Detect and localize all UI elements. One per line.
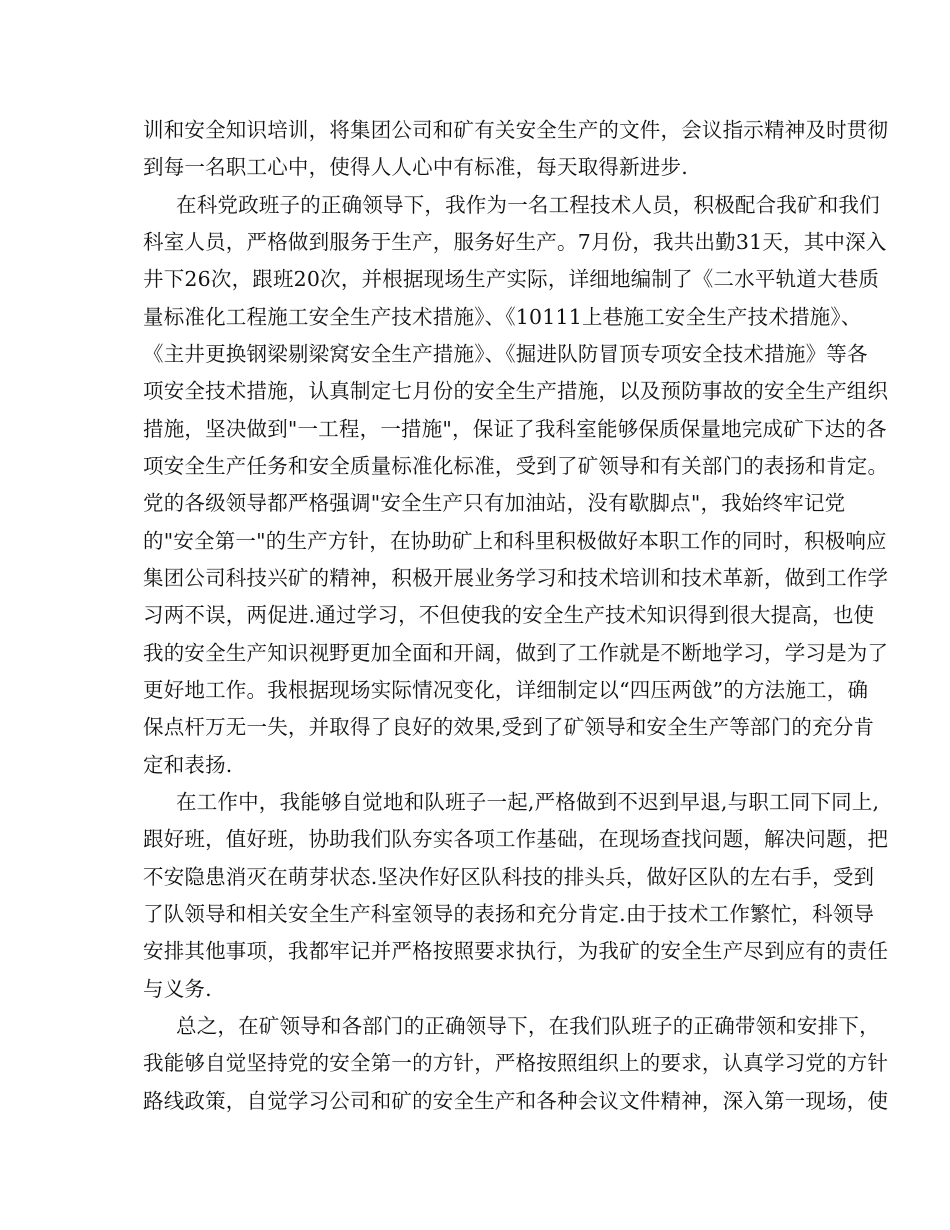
text-line: 不安隐患消灭在萌芽状态.坚决作好区队科技的排头兵，做好区队的左右手，受到	[143, 865, 875, 889]
text-line: 安排其他事项，我都牢记并严格按照要求执行，为我矿的安全生产尽到应有的责任	[143, 939, 889, 963]
text-line: 与义务.	[143, 977, 212, 1001]
text-line: 训和安全知识培训，将集团公司和矿有关安全生产的文件，会议指示精神及时贯彻	[143, 118, 889, 142]
text-line: 项安全技术措施，认真制定七月份的安全生产措施，以及预防事故的安全生产组织	[143, 379, 889, 403]
text-line: 更好地工作。我根据现场实际情况变化，详细制定以“四压两戗”的方法施工，确	[143, 678, 869, 702]
text-line: 到每一名职工心中，使得人人心中有标准，每天取得新进步.	[143, 155, 688, 179]
text-line: 我的安全生产知识视野更加全面和开阔，做到了工作就是不断地学习，学习是为了	[143, 641, 889, 665]
text-line: 措施，坚决做到"一工程，一措施"，保证了我科室能够保质保量地完成矿下达的各	[143, 417, 887, 441]
text-line: 《主井更换钢梁剔梁窝安全生产措施》、《掘进队防冒顶专项安全技术措施》等各	[143, 342, 868, 366]
text-line: 了队领导和相关安全生产科室领导的表扬和充分肯定.由于技术工作繁忙，科领导	[143, 902, 875, 926]
paragraph-start-line: 在科党政班子的正确领导下，我作为一名工程技术人员，积极配合我矿和我们	[176, 193, 880, 217]
text-line: 集团公司科技兴矿的精神，积极开展业务学习和技术培训和技术革新，做到工作学	[143, 566, 889, 590]
paragraph-start-line: 在工作中，我能够自觉地和队班子一起,严格做到不迟到早退,与职工同下同上,	[176, 790, 880, 814]
text-line: 定和表扬.	[143, 753, 233, 777]
text-line: 党的各级领导都严格强调"安全生产只有加油站，没有歇脚点"，我始终牢记党	[143, 491, 846, 515]
paragraph-start-line: 总之，在矿领导和各部门的正确领导下，在我们队班子的正确带领和安排下，	[176, 1014, 880, 1038]
text-line: 保点杆万无一失，并取得了良好的效果,受到了矿领导和安全生产等部门的充分肯	[143, 715, 875, 739]
text-line: 路线政策，自觉学习公司和矿的安全生产和各种会议文件精神，深入第一现场，使	[143, 1089, 889, 1113]
text-line: 跟好班，值好班，协助我们队夯实各项工作基础，在现场查找问题，解决问题，把	[143, 827, 889, 851]
text-line: 的"安全第一"的生产方针，在协助矿上和科里积极做好本职工作的同时，积极响应	[143, 529, 887, 553]
text-line: 科室人员，严格做到服务于生产，服务好生产。7月份，我共出勤31天，其中深入	[143, 230, 887, 254]
text-line: 井下26次，跟班20次，并根据现场生产实际，详细地编制了《二水平轨道大巷质	[143, 267, 880, 291]
text-line: 项安全生产任务和安全质量标准化标准，受到了矿领导和有关部门的表扬和肯定。	[143, 454, 889, 478]
text-line: 我能够自觉坚持党的安全第一的方针，严格按照组织上的要求，认真学习党的方针	[143, 1051, 889, 1075]
text-line: 量标准化工程施工安全生产技术措施》、《10111上巷施工安全生产技术措施》、	[143, 305, 862, 329]
text-line: 习两不误，两促进.通过学习，不但使我的安全生产技术知识得到很大提高，也使	[143, 603, 875, 627]
